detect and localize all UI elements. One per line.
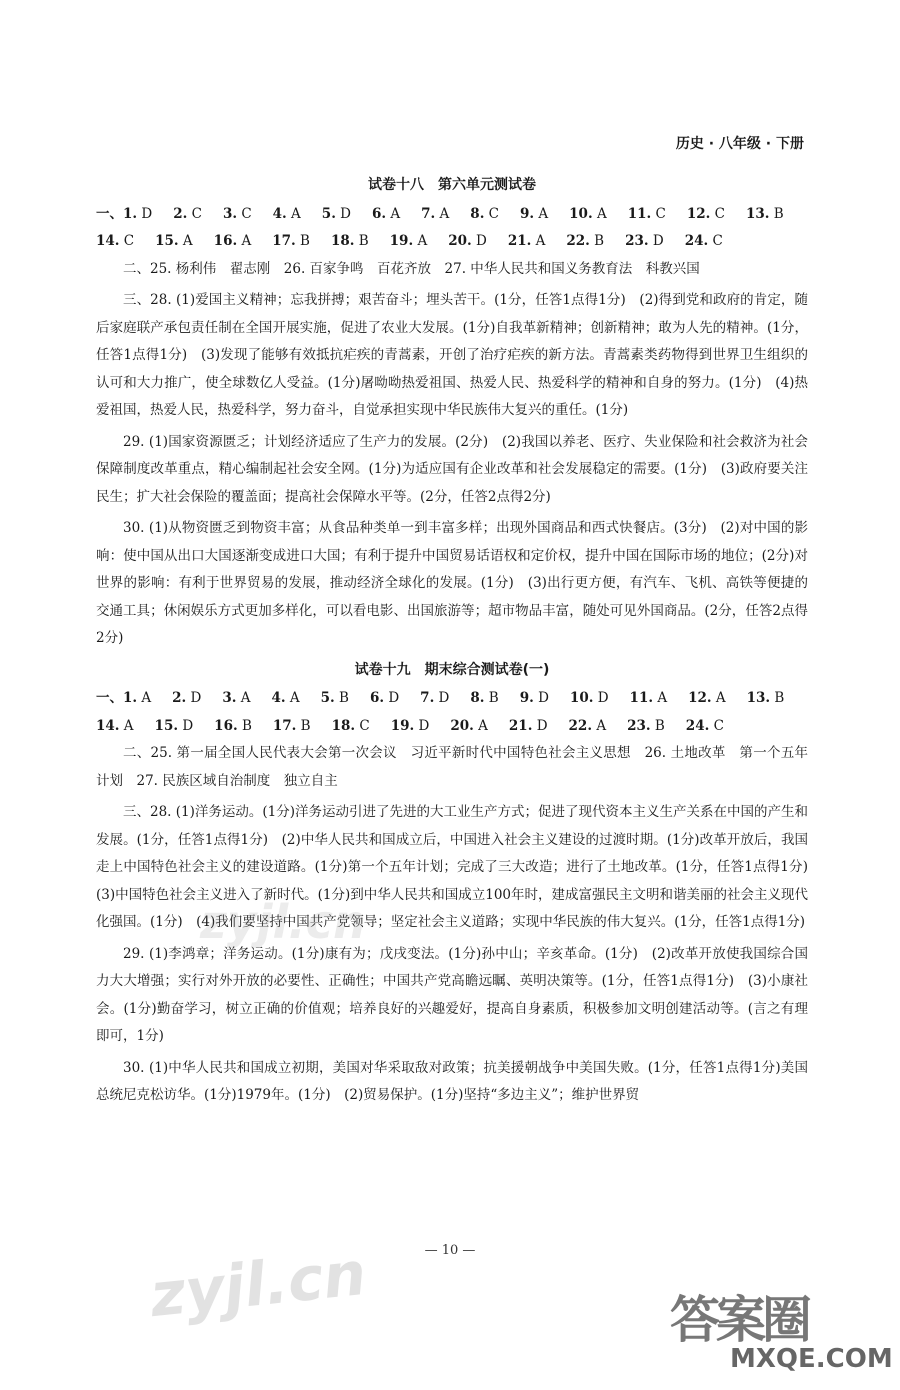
choice-answers-row <box>96 685 808 713</box>
choice-answer <box>569 713 607 741</box>
answer-letter: C <box>355 717 370 734</box>
choice-answer <box>172 685 201 713</box>
choice-answer <box>332 713 370 741</box>
question-number: 15. <box>155 233 179 249</box>
answer-letter: B <box>334 690 349 706</box>
answer-letter: A <box>711 690 726 706</box>
choice-answer <box>96 228 134 256</box>
answer-letter: B <box>589 233 605 249</box>
answer-letter: A <box>534 205 549 222</box>
question-number: 4. <box>272 205 287 222</box>
question-number: 2. <box>172 690 187 706</box>
answer-letter: B <box>484 690 499 706</box>
question-number: 17. <box>272 717 297 734</box>
section-title: 试卷十八 第六单元测试卷 <box>368 177 536 193</box>
choice-answer <box>520 685 549 713</box>
choice-answer <box>223 201 252 229</box>
question-number: 9. <box>520 205 535 222</box>
subject-header: 历史 · 八年级 · 下册 <box>675 136 804 152</box>
choice-answer <box>470 685 498 713</box>
choice-answer <box>96 713 134 741</box>
answer-letter: B <box>237 717 252 734</box>
question-number: 23. <box>627 717 651 734</box>
choice-answer <box>370 685 399 713</box>
answer-letter: D <box>471 233 487 249</box>
choice-answer <box>630 685 668 713</box>
answer-letter: A <box>473 717 488 734</box>
choice-answer <box>331 228 369 256</box>
site-logo <box>670 1280 893 1385</box>
question-number: 17. <box>272 233 296 249</box>
choice-answer <box>421 201 449 229</box>
choice-answer <box>390 228 428 256</box>
question-number: 12. <box>688 690 712 706</box>
choice-answer <box>391 713 430 741</box>
answer-letter: A <box>178 233 193 249</box>
choice-answer <box>448 228 487 256</box>
choice-answer <box>627 713 665 741</box>
watermark: zyjl.cn <box>200 895 366 949</box>
question-number: 10. <box>569 690 594 706</box>
question-number: 7. <box>420 690 435 706</box>
answer-letter: C <box>237 205 252 222</box>
answer-letter: A <box>531 233 546 249</box>
question-number: 2. <box>173 205 188 222</box>
answer-letter: A <box>413 233 428 249</box>
answer-letter: B <box>650 717 665 734</box>
question-28-answer: 三、28. (1)爱国主义精神；忘我拼搏；艰苦奋斗；埋头苦干。(1分，任答1点得1分) (2)得到党和政府的肯定，随后家庭联产承包责任制在全国开展实施，促进了农业大发展。(1分)自我革新精神；创新精神；敢为人先的精神。(1分，任答1点得1分) (3)发现了能够有效抵抗疟疾的青蒿素，开创了治疗疟疾的新方法。青蒿素类药物得到世界卫生组织的认可和大力推广，使全球数亿人受益。(1分)屠呦呦热爱祖国、热爱人民、热爱科学的精神和自身的努力。(1分) (4)热爱祖国，热爱人民，热爱科学，努力奋斗，自觉承担实现中华民族伟大复兴的重任。(1分) <box>96 292 808 418</box>
choice-answer <box>569 201 607 229</box>
section-title: 试卷十九 期末综合测试卷(一) <box>354 661 550 678</box>
question-number: 14. <box>96 717 120 734</box>
question-number: 6. <box>372 205 387 222</box>
answer-letter: C <box>187 205 202 222</box>
question-number: 13. <box>745 205 770 222</box>
answer-letter: D <box>533 690 549 706</box>
choice-answer <box>746 201 784 229</box>
answer-letter: A <box>285 690 300 706</box>
choice-answer <box>173 201 202 229</box>
fill-in-answers: 二、25. 第一届全国人民代表大会第一次会议 习近平新时代中国特色社会主义思想 26. 土地改革 第一个五年计划 27. 民族区域自治制度 独立自主 <box>96 745 808 789</box>
choice-answer <box>321 685 349 713</box>
answer-letter: D <box>648 233 664 249</box>
answer-letter: A <box>119 717 134 734</box>
question-number: 18. <box>330 233 355 249</box>
question-number: 24. <box>684 233 709 249</box>
choice-answer <box>625 228 664 256</box>
answer-letter: C <box>709 717 724 734</box>
answer-letter: C <box>119 233 135 249</box>
answer-letter: B <box>354 233 369 249</box>
question-number: 16. <box>213 233 238 249</box>
question-number: 11. <box>629 690 654 706</box>
question-number: 13. <box>746 690 771 706</box>
question-28-answer: 三、28. (1)洋务运动。(1分)洋务运动引进了先进的大工业生产方式；促进了现代资本主义生产关系在中国的产生和发展。(1分，任答1点得1分) (2)中华人民共和国成立后，中国进入社会主义建设的过渡时期。(1分)改革开放后，我国走上中国特色社会主义的建设道路。(1分)第一个五年计划；完成了三大改造；进行了土地改革。(1分，任答1点得1分) (3)中国特色社会主义进入了新时代。(1分)到中华人民共和国成立100年时，建成富强民主文明和谐美丽的社会主义现代化强国。(1分) (4)我们要坚持中国共产党领导；坚定社会主义道路；实现中华民族的伟大复兴。(1分，任答1点得1分) <box>96 804 822 930</box>
question-number: 15. <box>154 717 179 734</box>
choice-answer <box>272 685 300 713</box>
question-number: 22. <box>568 717 593 734</box>
choice-answer <box>155 713 194 741</box>
question-number: 18. <box>331 717 356 734</box>
answer-letter: A <box>237 233 252 249</box>
choice-answer <box>686 713 724 741</box>
question-number: 3. <box>222 205 238 222</box>
choice-answers-row <box>96 713 808 741</box>
question-number: 9. <box>519 690 534 706</box>
answer-letter: B <box>770 690 785 706</box>
choice-answer <box>273 201 301 229</box>
question-number: 12. <box>686 205 711 222</box>
choice-answer <box>372 201 400 229</box>
question-number: 8. <box>470 690 485 706</box>
answer-content <box>96 170 822 1114</box>
choice-answer <box>420 685 449 713</box>
choice-answer <box>508 228 546 256</box>
question-number: 19. <box>390 717 415 734</box>
question-number: 14. <box>96 233 120 249</box>
question-number: 20. <box>450 717 474 734</box>
answer-letter: A <box>592 717 607 734</box>
answer-letter: A <box>236 690 251 706</box>
answer-letter: C <box>708 233 723 249</box>
choice-answer <box>470 201 499 229</box>
answer-letter: D <box>593 690 609 706</box>
question-number: 5. <box>320 690 335 706</box>
choice-answer <box>96 201 152 229</box>
answer-letter: A <box>435 205 450 222</box>
question-number: 11. <box>627 205 652 222</box>
logo-url: MXQE.COM <box>730 1344 893 1374</box>
answer-letter: D <box>414 717 430 734</box>
question-29-answer: 29. (1)国家资源匮乏；计划经济适应了生产力的发展。(2分) (2)我国以养老、医疗、失业保险和社会救济为社会保障制度改革重点，精心编制起社会安全网。(1分)为适应国有企业改革和社会发展稳定的需要。(1分) (3)政府要关注民生；扩大社会保险的覆盖面；提高社会保障水平等。(2分，任答2点得2分) <box>96 433 808 505</box>
question-number: 3. <box>222 690 237 706</box>
answer-letter: D <box>137 205 153 222</box>
question-number: 一、1. <box>96 690 138 706</box>
choice-answer <box>96 685 151 713</box>
question-number: 21. <box>507 233 532 249</box>
answer-letter: C <box>651 205 666 222</box>
choice-answer <box>272 228 310 256</box>
question-number: 10. <box>569 205 593 222</box>
answer-letter: D <box>178 717 194 734</box>
page-number: — 10 — <box>424 1243 476 1258</box>
question-number: 一、1. <box>96 205 138 222</box>
answer-letter: A <box>137 690 152 706</box>
question-number: 21. <box>508 717 533 734</box>
question-29-answer: 29. (1)李鸿章；洋务运动。(1分)康有为；戊戌变法。(1分)孙中山；辛亥革命。(1分) (2)改革开放使我国综合国力大大增强；实行对外开放的必要性、正确性；中国共产党高瞻远瞩、英明决策等。(1分，任答1点得1分) (3)小康社会。(1分)勤奋学习，树立正确的价值观；培养良好的兴趣爱好，提高自身素质，积极参加文明创建活动等。(言之有理即可，1分) <box>96 945 808 1044</box>
answer-letter: A <box>592 205 607 222</box>
watermark: zyjl.cn <box>146 1238 370 1332</box>
question-number: 19. <box>389 233 414 249</box>
choice-answer <box>155 228 193 256</box>
choice-answer <box>685 228 723 256</box>
question-number: 16. <box>214 717 238 734</box>
answer-letter: D <box>532 717 548 734</box>
choice-answer <box>214 228 252 256</box>
answer-letter: B <box>295 233 310 249</box>
question-30-answer: 30. (1)中华人民共和国成立初期，美国对华采取敌对政策；抗美援朝战争中美国失败。(1分，任答1点得1分)美国总统尼克松访华。(1分)1979年。(1分) (2)贸易保护。(1分)坚持“多边主义”；维护世界贸 <box>96 1059 808 1103</box>
choice-answer <box>687 201 725 229</box>
answer-letter: D <box>335 205 352 222</box>
answer-letter: B <box>296 717 311 734</box>
answer-letter: D <box>434 690 450 706</box>
answer-letter: A <box>653 690 668 706</box>
choice-answer <box>509 713 548 741</box>
answer-letter: A <box>386 205 401 222</box>
choice-answer <box>566 228 604 256</box>
choice-answer <box>688 685 726 713</box>
choice-answers-row <box>96 228 808 256</box>
answer-letter: C <box>710 205 725 222</box>
answer-letter: C <box>484 205 500 222</box>
logo-text: 答案圈 <box>670 1291 808 1349</box>
choice-answer <box>222 685 250 713</box>
question-number: 23. <box>625 233 649 249</box>
answer-letter: B <box>769 205 784 222</box>
choice-answers-row <box>96 201 808 229</box>
choice-answer <box>322 201 351 229</box>
choice-answer <box>628 201 666 229</box>
question-number: 6. <box>369 690 385 706</box>
question-number: 20. <box>448 233 472 249</box>
question-30-answer: 30. (1)从物资匮乏到物资丰富；从食品种类单一到丰富多样；出现外国商品和西式快餐店。(3分) (2)对中国的影响：使中国从出口大国逐渐变成进口大国；有利于提升中国贸易话语权和定价权，提升中国在国际市场的地位；(2分)对世界的影响：有利于世界贸易的发展，推动经济全球化的发展。(1分) (3)出行更方便，有汽车、飞机、高铁等便捷的交通工具；休闲娱乐方式更加多样化，可以看电影、出国旅游等；超市物品丰富，随处可见外国商品。(2分，任答2点得2分) <box>96 520 808 646</box>
answer-letter: D <box>186 690 202 706</box>
question-number: 4. <box>271 690 286 706</box>
choice-answer <box>520 201 548 229</box>
answer-letter: A <box>286 205 301 222</box>
question-number: 7. <box>421 205 436 222</box>
question-number: 22. <box>566 233 590 249</box>
answer-letter: D <box>384 690 400 706</box>
question-number: 8. <box>470 205 485 222</box>
choice-answer <box>450 713 488 741</box>
question-number: 5. <box>321 205 336 222</box>
choice-answer <box>570 685 609 713</box>
choice-answer <box>747 685 785 713</box>
choice-answer <box>273 713 311 741</box>
question-number: 24. <box>685 717 710 734</box>
choice-answer <box>214 713 252 741</box>
fill-in-answers: 二、25. 杨利伟 翟志刚 26. 百家争鸣 百花齐放 27. 中华人民共和国义务教育法 科教兴国 <box>123 260 700 277</box>
